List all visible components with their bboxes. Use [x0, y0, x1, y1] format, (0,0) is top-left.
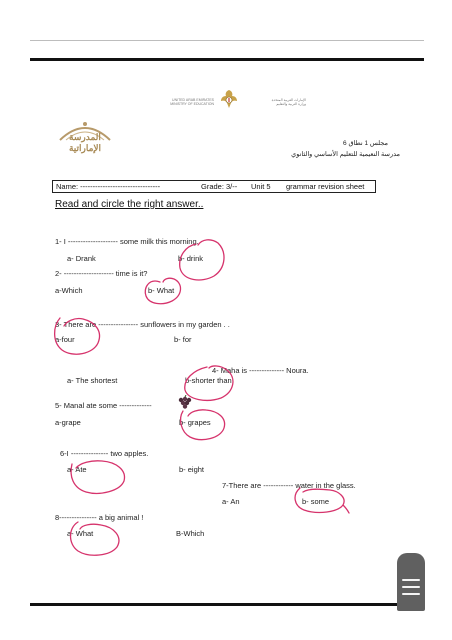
answer-circle-q8 [71, 522, 119, 555]
question-3: 3- There are ---------------- sunflowers in my garden . . [55, 320, 230, 329]
q6-option-b: b- eight [179, 465, 205, 474]
q7-option-a: a- An [222, 497, 240, 506]
name-field: Name: -------------------------------- [56, 182, 161, 191]
q7-option-b: b- some [302, 497, 330, 506]
q2-option-a: a-Which [55, 286, 83, 295]
answer-circle-q6 [71, 461, 124, 494]
school-name-arabic: مدرسة النعيمية للتعليم الأساسي والثانوي [291, 151, 400, 158]
answer-circle-q1 [180, 240, 224, 280]
question-1: 1- I -------------------- some milk this morning. [55, 237, 199, 246]
q6-option-a: a- Ate [67, 465, 87, 474]
sheet-title: grammar revision sheet [286, 182, 365, 191]
answer-circle-q2 [145, 278, 180, 304]
question-7: 7-There are ------------ water in the glass. [222, 481, 356, 490]
council-zone-label: مجلس 1 نطاق 6 [343, 140, 388, 147]
question-5: 5- Manal ate some ------------- [55, 401, 152, 410]
hamburger-menu-icon[interactable] [397, 553, 425, 611]
question-6: 6-I --------------- two apples. [60, 449, 149, 458]
answer-circle-q3 [55, 318, 100, 354]
q8-option-a: a- What [67, 529, 94, 538]
logo-text-line1: المدرسة [69, 132, 101, 142]
question-4: 4- Maha is -------------- Noura. [212, 366, 309, 375]
instruction-heading: Read and circle the right answer.. [55, 199, 204, 210]
q1-option-a: a- Drank [67, 254, 96, 263]
grade-field: Grade: 3/-- [201, 182, 238, 191]
answer-circle-q4 [185, 366, 233, 400]
logo-text-line2: الإماراتية [68, 143, 102, 153]
q4-option-b: b-shorter than [185, 376, 232, 385]
gov-name-english: UNITED ARAB EMIRATES MINISTRY OF EDUCATION [170, 98, 214, 106]
answer-circle-q5 [181, 410, 225, 440]
q2-option-b: b- What [148, 286, 175, 295]
q4-option-a: a- The shortest [67, 376, 118, 385]
gov-name-arabic: الإمارات العربية المتحدة وزارة التربية والتعليم [271, 98, 306, 106]
answer-circle-q7 [295, 488, 349, 513]
q1-option-b: b- drink [178, 254, 204, 263]
q8-option-b: B-Which [176, 529, 205, 538]
q3-option-a: a-four [55, 335, 75, 344]
q5-option-b: b- grapes [179, 418, 211, 427]
q3-option-b: b- for [174, 335, 192, 344]
question-8: 8--------------- a big animal ! [55, 513, 144, 522]
question-2: 2- -------------------- time is it? [55, 269, 148, 278]
q5-option-a: a-grape [55, 418, 81, 427]
unit-label: Unit 5 [251, 182, 271, 191]
